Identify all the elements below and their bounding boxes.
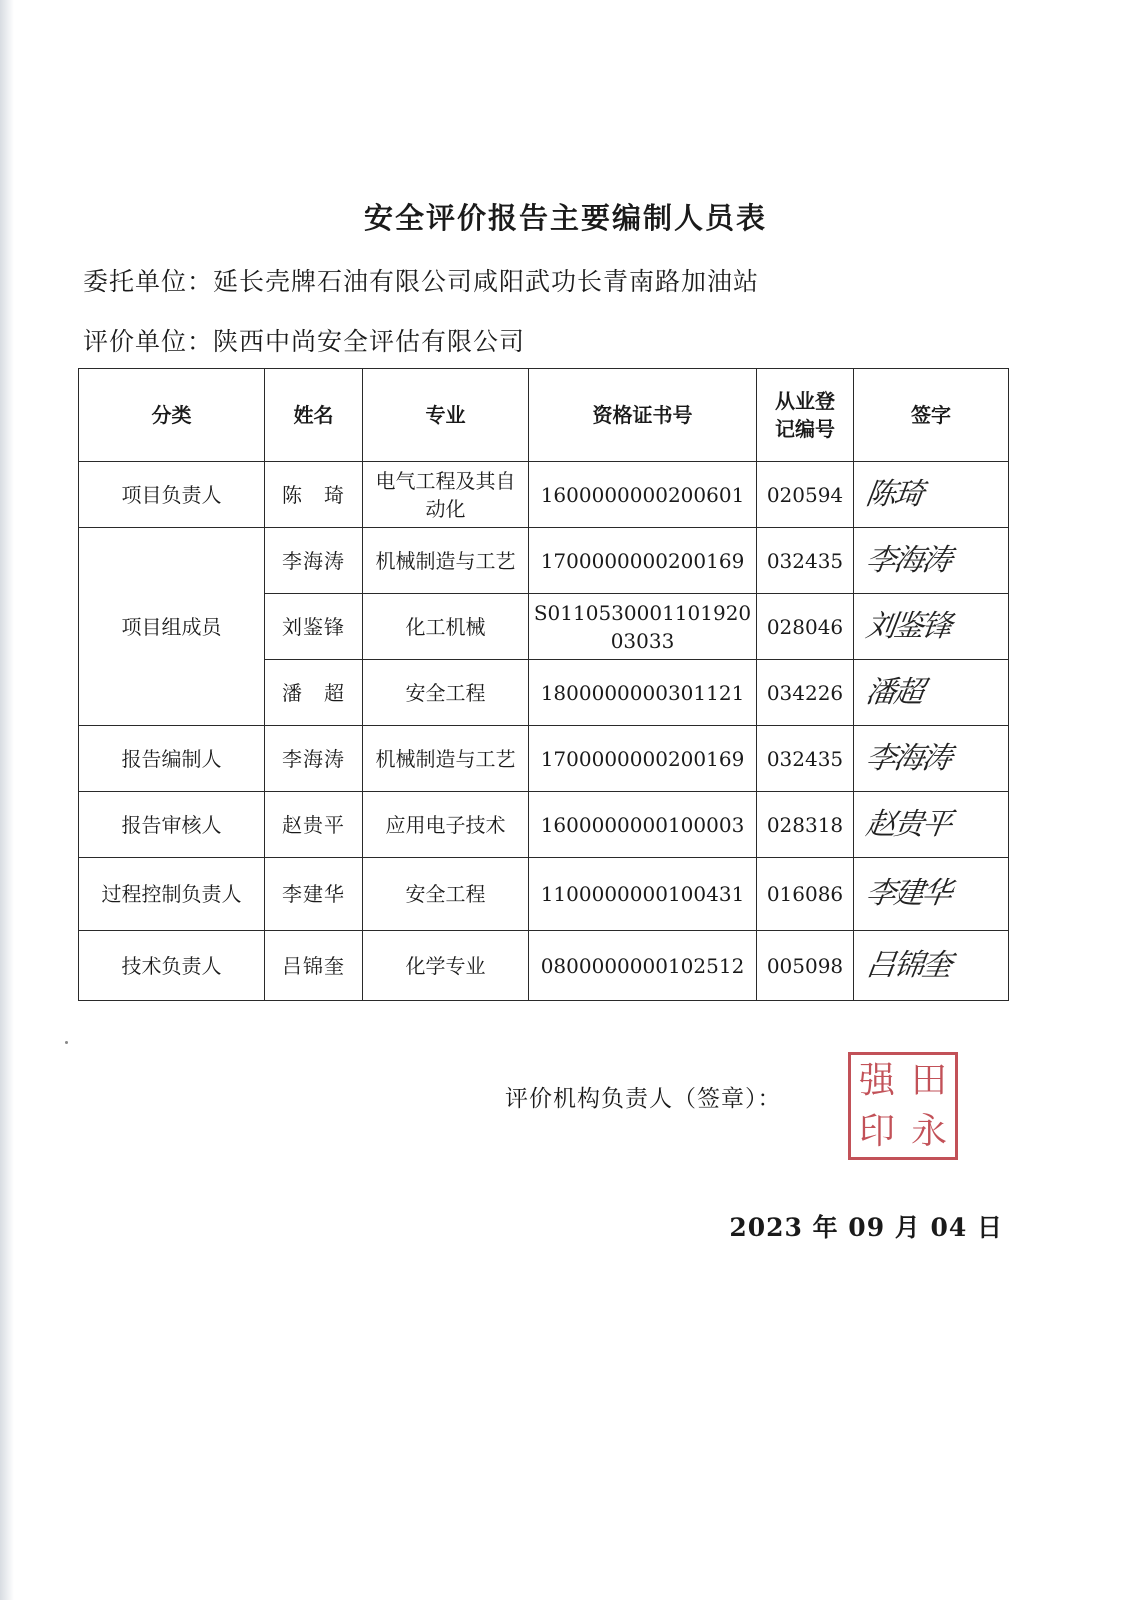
seal-char: 永 bbox=[910, 1110, 947, 1152]
cell-major: 化工机械 bbox=[363, 594, 529, 660]
cell-category: 项目负责人 bbox=[79, 462, 265, 528]
cell-reg: 028318 bbox=[757, 792, 854, 858]
cell-category: 报告审核人 bbox=[79, 792, 265, 858]
cell-major: 应用电子技术 bbox=[363, 792, 529, 858]
handwritten-signature: 刘鉴锋 bbox=[863, 608, 953, 644]
handwritten-signature: 陈琦 bbox=[863, 476, 925, 512]
cell-cert: S011053000110192003033 bbox=[529, 594, 757, 660]
cell-signature bbox=[854, 858, 1009, 931]
header-name: 姓名 bbox=[265, 369, 363, 462]
cell-major: 化学专业 bbox=[363, 931, 529, 1001]
seal-char: 强 bbox=[858, 1059, 895, 1101]
handwritten-signature: 李海涛 bbox=[863, 740, 953, 776]
cell-name: 赵贵平 bbox=[265, 792, 363, 858]
cell-reg: 032435 bbox=[757, 528, 854, 594]
handwritten-signature: 吕锦奎 bbox=[863, 947, 953, 983]
scan-speck bbox=[65, 1041, 68, 1044]
cell-cert: 1600000000200601 bbox=[529, 462, 757, 528]
cell-reg: 028046 bbox=[757, 594, 854, 660]
cell-reg: 005098 bbox=[757, 931, 854, 1001]
scan-edge-shadow bbox=[0, 0, 14, 1600]
header-major: 专业 bbox=[363, 369, 529, 462]
cell-signature bbox=[854, 792, 1009, 858]
cell-signature bbox=[854, 660, 1009, 726]
table-row bbox=[79, 528, 1009, 594]
cell-name: 吕锦奎 bbox=[265, 931, 363, 1001]
cell-category: 报告编制人 bbox=[79, 726, 265, 792]
header-sign: 签字 bbox=[854, 369, 1009, 462]
table-row bbox=[79, 858, 1009, 931]
cell-reg: 032435 bbox=[757, 726, 854, 792]
cell-name: 李海涛 bbox=[265, 726, 363, 792]
handwritten-signature: 赵贵平 bbox=[863, 806, 953, 842]
header-cert: 资格证书号 bbox=[529, 369, 757, 462]
table-row bbox=[79, 462, 1009, 528]
cell-cert: 1800000000301121 bbox=[529, 660, 757, 726]
cell-major: 安全工程 bbox=[363, 858, 529, 931]
cell-name: 李海涛 bbox=[265, 528, 363, 594]
cell-reg: 034226 bbox=[757, 660, 854, 726]
cell-cert: 1700000000200169 bbox=[529, 528, 757, 594]
client-line: 委托单位：延长壳牌石油有限公司咸阳武功长青南路加油站 bbox=[83, 267, 760, 296]
cell-signature bbox=[854, 594, 1009, 660]
cell-cert: 1600000000100003 bbox=[529, 792, 757, 858]
cell-reg: 020594 bbox=[757, 462, 854, 528]
handwritten-signature: 李建华 bbox=[863, 876, 953, 911]
header-reg-line2: 记编号 bbox=[775, 417, 835, 441]
cell-signature bbox=[854, 528, 1009, 594]
header-category: 分类 bbox=[79, 369, 265, 462]
staff-table bbox=[78, 368, 1009, 1001]
cell-category: 项目组成员 bbox=[79, 528, 265, 726]
seal-char: 田 bbox=[910, 1059, 947, 1101]
cell-cert: 0800000000102512 bbox=[529, 931, 757, 1001]
red-seal-stamp bbox=[848, 1052, 958, 1160]
cell-signature bbox=[854, 726, 1009, 792]
cell-major: 安全工程 bbox=[363, 660, 529, 726]
header-reg bbox=[757, 369, 854, 462]
cell-reg: 016086 bbox=[757, 858, 854, 931]
table-row bbox=[79, 726, 1009, 792]
cell-major: 机械制造与工艺 bbox=[363, 726, 529, 792]
cell-name: 陈 琦 bbox=[265, 462, 363, 528]
handwritten-signature: 李海涛 bbox=[863, 542, 953, 578]
header-reg-line1: 从业登 bbox=[775, 389, 835, 413]
evaluator-line: 评价单位：陕西中尚安全评估有限公司 bbox=[83, 327, 526, 356]
agency-head-label: 评价机构负责人（签章）： bbox=[505, 1086, 782, 1112]
table-row bbox=[79, 931, 1009, 1001]
cell-name: 李建华 bbox=[265, 858, 363, 931]
cell-signature bbox=[854, 931, 1009, 1001]
cell-name: 潘 超 bbox=[265, 660, 363, 726]
document-title: 安全评价报告主要编制人员表 bbox=[363, 201, 767, 235]
cell-cert: 1100000000100431 bbox=[529, 858, 757, 931]
cell-cert: 1700000000200169 bbox=[529, 726, 757, 792]
document-date: 2023 年 09 月 04 日 bbox=[729, 1213, 1003, 1242]
table-row bbox=[79, 792, 1009, 858]
seal-char: 印 bbox=[858, 1110, 895, 1152]
cell-signature bbox=[854, 462, 1009, 528]
cell-major: 机械制造与工艺 bbox=[363, 528, 529, 594]
cell-category: 技术负责人 bbox=[79, 931, 265, 1001]
table-header-row bbox=[79, 369, 1009, 462]
handwritten-signature: 潘超 bbox=[863, 674, 925, 710]
cell-category: 过程控制负责人 bbox=[79, 858, 265, 931]
cell-name: 刘鉴锋 bbox=[265, 594, 363, 660]
cell-major: 电气工程及其自动化 bbox=[363, 462, 529, 528]
